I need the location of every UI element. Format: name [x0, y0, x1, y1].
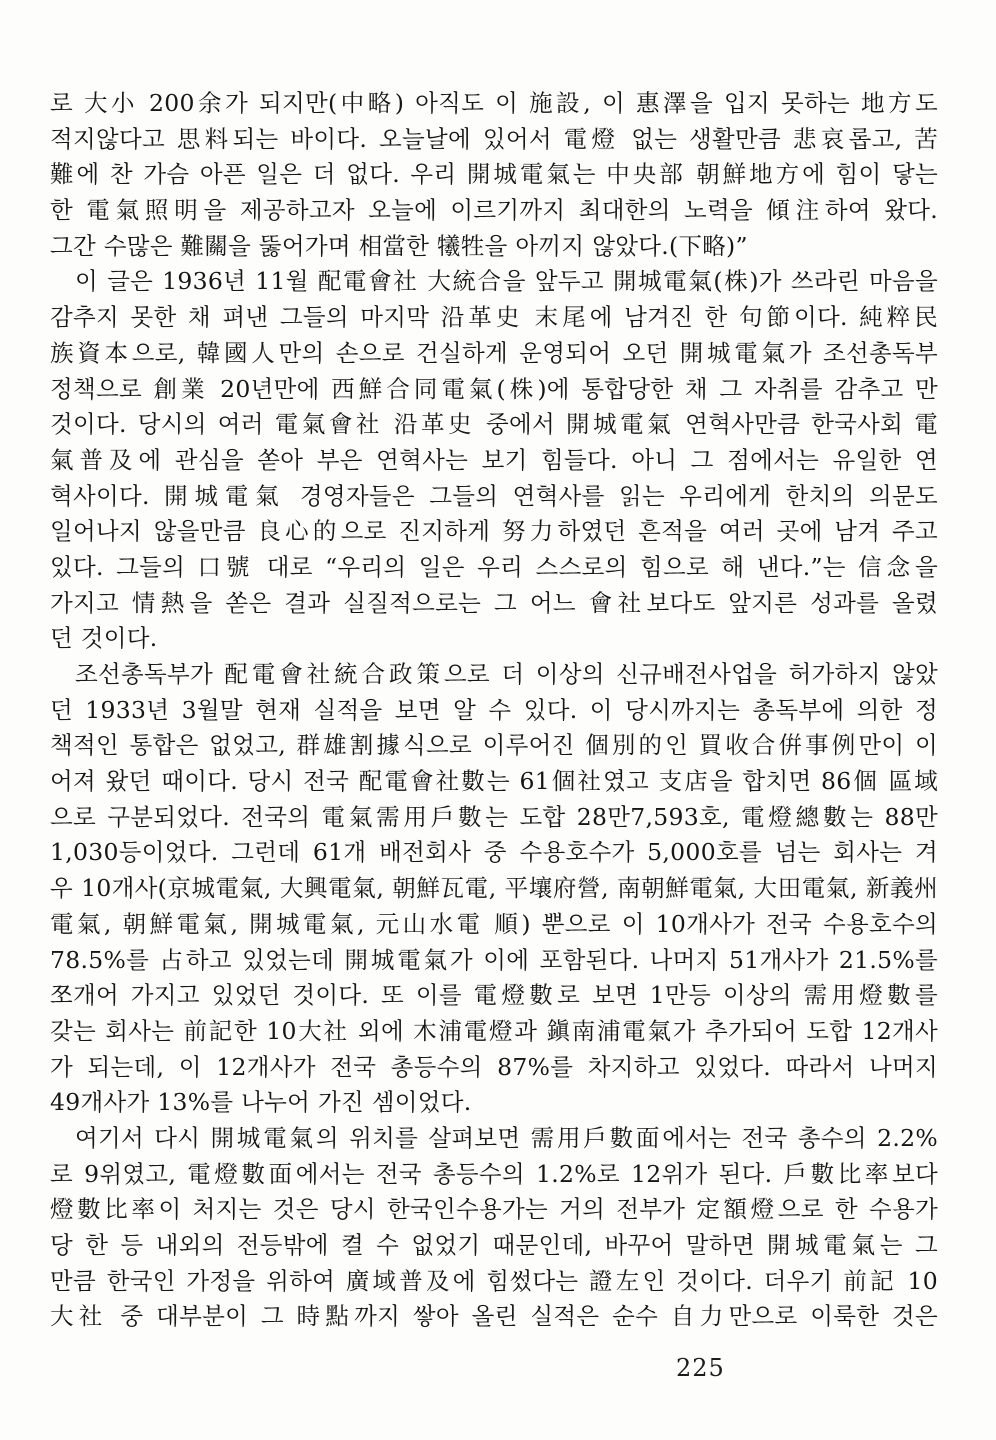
- text-line: 大社 중 대부분이 그 時點까지 쌓아 올린 실적은 순수 自力만으로 이룩한 것은: [50, 1302, 938, 1331]
- text-line: 難에 찬 가슴 아픈 일은 더 없다. 우리 開城電氣는 中央部 朝鮮地方에 힘이 닿는: [50, 160, 938, 189]
- text-line: 정책으로 創業 20년만에 西鮮合同電氣(株)에 통합당한 채 그 자취를 감추고 만: [50, 374, 938, 403]
- text-line: 일어나지 않을만큼 良心的으로 진지하게 努力하였던 흔적을 여러 곳에 남겨 주고: [50, 517, 938, 546]
- text-line: 가지고 情熱을 쏟은 결과 실질적으로는 그 어느 會社보다도 앞지른 성과를 올렸: [50, 588, 938, 617]
- text-line: 氣普及에 관심을 쏟아 부은 연혁사는 보기 힘들다. 아니 그 점에서는 유일한 연: [50, 445, 938, 474]
- text-line: 던 것이다.: [50, 624, 158, 653]
- text-line: 혁사이다. 開城電氣 경영자들은 그들의 연혁사를 읽는 우리에게 한치의 의문도: [50, 481, 938, 510]
- text-line: 그간 수많은 難關을 뚫어가며 相當한 犧牲을 아끼지 않았다.(下略)”: [50, 231, 748, 260]
- text-line: 이 글은 1936년 11월 配電會社 大統合을 앞두고 開城電氣(株)가 쓰라린 마음을: [75, 267, 938, 296]
- text-line: 49개사가 13%를 나누어 가진 셈이었다.: [50, 1088, 472, 1117]
- text-line: 쪼개어 가지고 있었던 것이다. 또 이를 電燈數로 보면 1만등 이상의 需用燈數를: [50, 981, 938, 1010]
- text-line: 電氣, 朝鮮電氣, 開城電氣, 元山水電 順) 뿐으로 이 10개사가 전국 수용호수의: [50, 909, 938, 938]
- text-line: 여기서 다시 開城電氣의 위치를 살펴보면 需用戶數面에서는 전국 총수의 2.2%: [75, 1123, 938, 1152]
- text-line: 로 大小 200余가 되지만(中略) 아직도 이 施設, 이 惠澤을 입지 못하는 地方도: [50, 89, 938, 117]
- text-line: 우 10개사(京城電氣, 大興電氣, 朝鮮瓦電, 平壤府營, 南朝鮮電氣, 大田電氣, 新義州: [50, 874, 938, 903]
- text-line: 78.5%를 占하고 있었는데 開城電氣가 이에 포함된다. 나머지 51개사가 21.5%를: [50, 945, 938, 974]
- text-line: 으로 구분되었다. 전국의 電氣需用戶數는 도합 28만7,593호, 電燈總數는 88만: [50, 802, 938, 831]
- text-line: 族資本으로, 韓國人만의 손으로 건실하게 운영되어 오던 開城電氣가 조선총독부: [50, 338, 938, 367]
- text-line: 만큼 한국인 가정을 위하여 廣域普及에 힘썼다는 證左인 것이다. 더우기 前記 10: [50, 1266, 938, 1295]
- text-line: 책적인 통합은 없었고, 群雄割據식으로 이루어진 個別的인 買收合倂事例만이 이: [50, 731, 938, 760]
- text-line: 갖는 회사는 前記한 10大社 외에 木浦電燈과 鎭南浦電氣가 추가되어 도합 12개사: [50, 1016, 938, 1045]
- text-line: 있다. 그들의 口號 대로 “우리의 일은 우리 스스로의 힘으로 해 낸다.”는 信念을: [50, 552, 938, 581]
- text-line: 가 되는데, 이 12개사가 전국 총등수의 87%를 차지하고 있었다. 따라서 나머지: [50, 1052, 938, 1081]
- text-line: 조선총독부가 配電會社統合政策으로 더 이상의 신규배전사업을 허가하지 않았: [75, 660, 938, 688]
- text-line: 로 9위였고, 電燈數面에서는 전국 총등수의 1.2%로 12위가 된다. 戶數比率보다: [50, 1159, 938, 1188]
- text-line: 1,030등이었다. 그런데 61개 배전회사 중 수용호수가 5,000호를 넘는 회사는 겨: [50, 838, 938, 867]
- text-line: 감추지 못한 채 펴낸 그들의 마지막 沿革史 末尾에 남겨진 한 句節이다. 純粹民: [50, 303, 938, 332]
- page-number: 225: [676, 1354, 725, 1382]
- text-line: 당 한 등 내외의 전등밖에 켤 수 없었기 때문인데, 바꾸어 말하면 開城電氣는 그: [50, 1231, 938, 1259]
- text-line: 어져 왔던 때이다. 당시 전국 配電會社數는 61個社였고 支店을 합치면 86個 區域: [50, 767, 938, 796]
- text-line: 것이다. 당시의 여러 電氣會社 沿革史 중에서 開城電氣 연혁사만큼 한국사회 電: [50, 410, 938, 439]
- text-line: 던 1933년 3월말 현재 실적을 보면 알 수 있다. 이 당시까지는 총독부에 의한 정: [50, 695, 938, 724]
- body-text: [50, 86, 938, 1335]
- text-line: 한 電氣照明을 제공하고자 오늘에 이르기까지 최대한의 노력을 傾注하여 왔다.: [50, 196, 938, 225]
- text-line: 燈數比率이 처지는 것은 당시 한국인수용가는 거의 전부가 定額燈으로 한 수용가: [50, 1195, 938, 1224]
- text-line: 적지않다고 思料되는 바이다. 오늘날에 있어서 電燈 없는 생활만큼 悲哀롭고, 苦: [50, 124, 938, 153]
